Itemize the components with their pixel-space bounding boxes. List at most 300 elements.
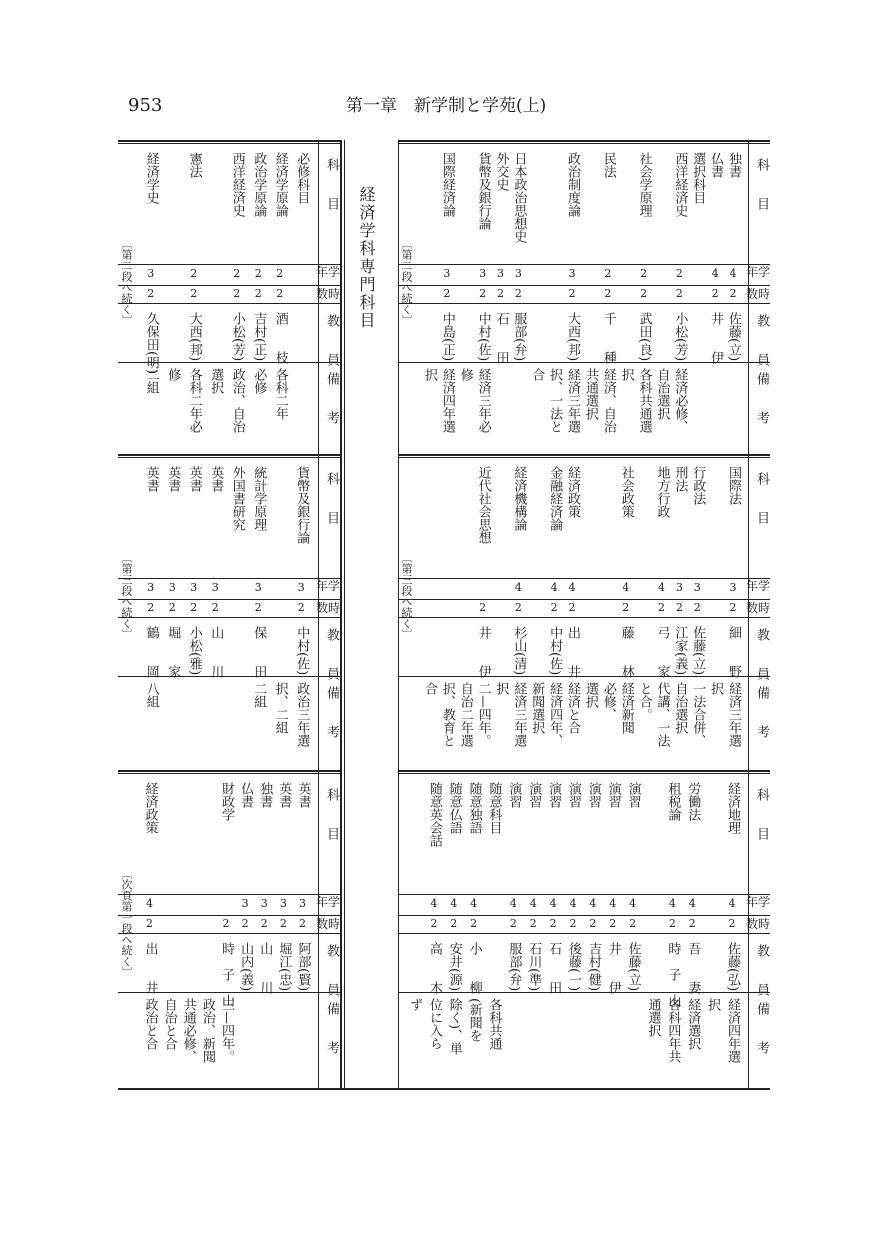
hours-cell: 2 (728, 917, 736, 930)
header-remarks: 備 考 (754, 1002, 769, 1054)
remarks-cell: 経済三年必 (475, 368, 491, 433)
teacher-cell: 後藤(一) (566, 942, 581, 992)
teacher-cell: 吾 妻 (685, 942, 701, 994)
subject-cell: 英書 (143, 466, 159, 492)
hours-cell: 2 (279, 917, 287, 930)
remarks-cell: 政治と合 (142, 998, 158, 1050)
hours-cell: 2 (254, 601, 262, 614)
subject-cell: 外交史 (493, 152, 509, 191)
continues-note: 〔次頁第一段へ続く〕 (120, 868, 133, 978)
hours-cell: 2 (675, 601, 683, 614)
continues-note: 〔第三段へ続く〕 (120, 552, 133, 640)
subject-cell: 社会政策 (618, 466, 634, 518)
teacher-cell: 佐藤(立) (726, 312, 742, 362)
remarks-cell: 共通選択 (582, 368, 598, 420)
year-cell: 4 (658, 581, 665, 594)
header-subject: 科 目 (754, 472, 769, 524)
subject-cell: 刑法 (672, 466, 688, 492)
hours-cell: 2 (529, 917, 537, 930)
year-cell: 2 (604, 267, 612, 280)
subject-cell: 経済学原論 (272, 152, 288, 217)
remarks-cell: 二組 (143, 368, 159, 394)
hours-cell: 2 (568, 601, 576, 614)
header-teacher: 教 員 (754, 944, 769, 996)
row-line (398, 264, 770, 265)
hours-cell: 2 (693, 601, 701, 614)
header-hours: 数時 (746, 287, 771, 301)
teacher-cell: 保 田 (251, 626, 267, 678)
year-cell: 2 (640, 267, 648, 280)
header-hours: 数時 (316, 287, 341, 301)
year-cell: 3 (254, 581, 262, 594)
teacher-cell: 高 木 (426, 942, 442, 994)
year-cell: 4 (146, 897, 154, 910)
header-year: 年学 (746, 579, 771, 593)
row-line (398, 915, 770, 916)
section-title: 経済学科専門科目 (357, 186, 376, 330)
teacher-cell: 小松(雅) (186, 626, 202, 676)
remarks-cell: 経済四年選 (725, 998, 741, 1063)
hours-cell: 2 (658, 601, 665, 614)
page-number: 953 (128, 95, 163, 116)
header-hours: 数時 (316, 917, 341, 931)
teacher-cell: 出 井 (565, 626, 581, 678)
row-line (398, 933, 770, 934)
hours-cell: 2 (549, 917, 557, 930)
subject-cell: 随意仏語 (446, 782, 462, 834)
remarks-cell: 択 (618, 368, 634, 381)
hours-cell: 2 (497, 287, 504, 300)
year-cell: 3 (479, 267, 487, 280)
hours-cell: 2 (450, 917, 458, 930)
year-cell: 3 (497, 267, 504, 280)
subject-cell: 英書 (165, 466, 181, 492)
band-line (398, 457, 770, 458)
subject-cell: 政治学原論 (251, 152, 267, 217)
year-cell: 4 (470, 897, 478, 910)
header-hours: 数時 (746, 601, 771, 615)
teacher-cell: 山 川 (257, 942, 273, 994)
band-line (118, 770, 340, 772)
hours-cell: 2 (711, 287, 719, 300)
remarks-cell: 経済新聞 (618, 682, 634, 734)
remarks-cell: 自治選択 (672, 682, 688, 734)
row-line (398, 894, 770, 895)
remarks-cell: 経済四年、 (547, 682, 563, 747)
year-cell: 3 (190, 581, 198, 594)
teacher-cell: 服部(弁) (511, 312, 527, 362)
subject-cell: 近代社会思想 (475, 466, 491, 544)
year-cell: 3 (241, 897, 249, 910)
band-line (398, 143, 770, 144)
subject-cell: 統計学原理 (251, 466, 267, 531)
subject-cell: 経済政策 (142, 782, 158, 834)
subject-cell: 演習 (526, 782, 542, 808)
teacher-cell: 小松(芳) (229, 312, 245, 362)
row-line (118, 915, 340, 916)
teacher-cell: 中村(佐) (475, 312, 491, 362)
header-remarks: 備 考 (324, 372, 339, 424)
row-line (118, 599, 340, 600)
remarks-cell: 経済、自治 (600, 368, 616, 433)
continues-note: 〔第二段へ続く〕 (400, 238, 413, 326)
teacher-cell: 杉山(清) (511, 626, 527, 676)
teacher-cell: 酒 枝 (272, 312, 288, 364)
remarks-cell: 必修 (251, 368, 267, 394)
remarks-cell: 自治二年選 (457, 682, 473, 747)
year-cell: 4 (550, 581, 558, 594)
teacher-cell: 服部(弁) (506, 942, 522, 992)
teacher-cell: 吉村(健) (585, 942, 601, 992)
year-cell: 3 (147, 581, 155, 594)
teacher-cell: 堀 家 (165, 626, 181, 678)
year-cell: 4 (609, 897, 617, 910)
hours-cell: 2 (430, 917, 438, 930)
teacher-cell: 時 子 山 (219, 942, 234, 1007)
teacher-cell: 阿部(賢) (295, 942, 311, 992)
hours-cell: 2 (146, 917, 154, 930)
subject-cell: 演習 (585, 782, 601, 808)
subject-cell: 経済学史 (143, 152, 159, 204)
row-line (398, 599, 770, 600)
teacher-cell: 武田(良) (636, 312, 652, 362)
teacher-cell: 石 田 (546, 942, 562, 994)
subject-cell: 英書 (276, 782, 292, 808)
year-cell: 4 (450, 897, 458, 910)
header-remarks: 備 考 (324, 1002, 339, 1054)
remarks-cell: 通選択 (645, 998, 661, 1037)
teacher-cell: 石 田 (493, 312, 509, 364)
row-line (118, 578, 340, 579)
year-cell: 4 (589, 897, 597, 910)
header-year: 年学 (746, 265, 771, 279)
remarks-cell: と合。 (636, 682, 652, 721)
header-remarks: 備 考 (754, 686, 769, 738)
subject-cell: 西洋経済史 (229, 152, 245, 217)
remarks-cell: 合 (529, 368, 545, 381)
remarks-cell: 必修、 (600, 682, 616, 721)
teacher-cell: 中島(正) (439, 312, 455, 362)
hours-cell: 2 (668, 917, 676, 930)
remarks-cell: 選択 (208, 368, 224, 394)
remarks-cell: 各科共通 (486, 998, 502, 1050)
year-cell: 3 (693, 581, 701, 594)
year-cell: 3 (729, 581, 737, 594)
outer-rule (340, 140, 342, 1088)
continues-note: 〔第三段へ続く〕 (400, 552, 413, 640)
hours-cell: 2 (147, 601, 155, 614)
row-line (398, 676, 770, 677)
subject-cell: 国際経済論 (439, 152, 455, 217)
row-line (398, 285, 770, 286)
year-cell: 2 (675, 267, 683, 280)
remarks-cell: 修 (165, 368, 181, 381)
subject-cell: 仏書 (238, 782, 254, 808)
hours-cell: 2 (569, 917, 577, 930)
year-cell: 4 (549, 897, 557, 910)
teacher-cell: 吉村(正) (251, 312, 267, 362)
header-teacher: 教 員 (324, 628, 339, 680)
year-cell: 4 (569, 897, 577, 910)
hours-cell: 2 (276, 287, 284, 300)
teacher-cell: 井 伊 (475, 626, 491, 678)
hours-cell: 2 (233, 287, 241, 300)
outer-rule (344, 140, 345, 1088)
hours-cell: 2 (514, 287, 522, 300)
subject-cell: 仏書 (708, 152, 724, 178)
year-cell: 3 (298, 897, 306, 910)
teacher-cell: 千 種 (600, 312, 616, 364)
hours-cell: 2 (622, 601, 630, 614)
row-line (118, 617, 340, 618)
remarks-cell: 政治三年選 (294, 682, 310, 747)
subject-cell: 行政法 (690, 466, 706, 505)
hours-cell: 2 (147, 287, 155, 300)
remarks-cell: 八組 (143, 682, 159, 708)
hours-cell: 2 (470, 917, 478, 930)
teacher-cell: 藤 林 (618, 626, 634, 678)
remarks-cell: 三—四年。 (219, 998, 234, 1063)
year-cell: 4 (711, 267, 719, 280)
year-cell: 3 (147, 267, 155, 280)
subject-cell: 租税論 (665, 782, 681, 821)
subject-cell: 西洋経済史 (672, 152, 688, 217)
remarks-cell: 政治、新聞 (199, 998, 215, 1063)
hours-cell: 2 (550, 601, 558, 614)
teacher-cell: 鶴 岡 (143, 626, 159, 678)
row-line (118, 303, 340, 304)
remarks-cell: 経済三年選 (511, 682, 527, 747)
subject-cell: 演習 (546, 782, 562, 808)
subject-cell: 憲法 (186, 152, 202, 178)
teacher-cell: 山 川 (208, 626, 224, 678)
hours-cell: 2 (254, 287, 262, 300)
remarks-cell: 新聞選択 (529, 682, 545, 734)
teacher-cell: 大西(邦) (186, 312, 202, 362)
year-cell: 4 (668, 897, 676, 910)
subject-cell: 英書 (186, 466, 202, 492)
year-cell: 3 (211, 581, 219, 594)
remarks-cell: 自治と合 (161, 998, 177, 1050)
remarks-cell: 択 (493, 682, 509, 695)
subject-cell: 必修科目 (294, 152, 310, 204)
teacher-cell: 江家(義) (672, 626, 688, 676)
subject-cell: 随意科目 (486, 782, 502, 834)
remarks-cell: 経済三年選 (565, 368, 581, 433)
subject-cell: 経済政策 (565, 466, 581, 518)
teacher-cell: 佐藤(立) (690, 626, 706, 676)
teacher-cell: 大西(邦) (565, 312, 581, 362)
year-cell: 3 (514, 267, 522, 280)
subject-cell: 貨幣及銀行論 (294, 466, 310, 544)
hours-cell: 2 (729, 601, 737, 614)
hours-cell: 2 (589, 917, 597, 930)
remarks-cell: 位に入ら (426, 998, 442, 1050)
hours-cell: 2 (260, 917, 268, 930)
band-line (118, 140, 340, 142)
remarks-cell: 共通必修、 (180, 998, 196, 1063)
row-line (118, 894, 340, 895)
band-line (398, 140, 770, 142)
hours-cell: 2 (629, 917, 637, 930)
remarks-cell: 代講、一法 (654, 682, 670, 747)
subject-cell: 英書 (208, 466, 224, 492)
band-line (118, 143, 340, 144)
subject-cell: 地方行政 (654, 466, 670, 518)
continues-note: 〔第二段へ続く〕 (120, 238, 133, 326)
row-line (398, 992, 770, 993)
hours-cell: 2 (211, 601, 219, 614)
remarks-cell: 択、二組 (272, 682, 288, 734)
remarks-cell: 経済必修、 (672, 368, 688, 433)
subject-cell: 労働法 (685, 782, 701, 821)
row-line (118, 933, 340, 934)
teacher-cell: 細 野 (726, 626, 742, 678)
year-cell: 3 (279, 897, 287, 910)
header-hours: 数時 (746, 917, 771, 931)
year-cell: 4 (728, 897, 736, 910)
hours-cell: 2 (514, 601, 522, 614)
remarks-cell: 経済三年選 (726, 682, 742, 747)
subject-cell: 演習 (625, 782, 641, 808)
remarks-cell: (新聞を (466, 998, 482, 1043)
subject-cell: 経済地理 (725, 782, 741, 834)
subject-cell: 民法 (600, 152, 616, 178)
band-line (118, 454, 340, 456)
bottom-rule (118, 1088, 770, 1090)
hours-cell: 2 (168, 601, 176, 614)
remarks-cell: 択、一法と (547, 368, 563, 433)
header-subject: 科 目 (754, 158, 769, 210)
row-line (398, 303, 770, 304)
teacher-cell: 佐藤(弘) (725, 942, 741, 992)
year-cell: 3 (568, 267, 576, 280)
remarks-cell: 各科共通選 (636, 368, 652, 433)
remarks-cell: 二組 (251, 682, 267, 708)
band-line (398, 773, 770, 774)
year-cell: 3 (297, 581, 305, 594)
teacher-cell: 弓 家 (654, 626, 670, 678)
header-subject: 科 目 (754, 788, 769, 840)
subject-cell: 外国書研究 (229, 466, 245, 531)
remarks-cell: 択 (708, 682, 724, 695)
row-line (118, 264, 340, 265)
hours-cell: 2 (688, 917, 696, 930)
hours-cell: 2 (568, 287, 576, 300)
subject-cell: 選択科目 (690, 152, 706, 204)
subject-cell: 貨幣及銀行論 (475, 152, 491, 230)
year-cell: 3 (168, 581, 176, 594)
year-cell: 3 (260, 897, 268, 910)
teacher-cell: 佐藤(立) (625, 942, 641, 992)
subject-cell: 日本政治思想史 (511, 152, 527, 243)
year-cell: 4 (430, 897, 438, 910)
year-cell: 2 (233, 267, 241, 280)
remarks-cell: 各科二年必 (186, 368, 202, 433)
remarks-cell: 除く)、単 (446, 998, 462, 1056)
hours-cell: 2 (640, 287, 648, 300)
header-year: 年学 (316, 265, 341, 279)
header-subject: 科 目 (324, 158, 339, 210)
teacher-cell: 中村(佐) (547, 626, 563, 676)
teacher-cell: 井 伊 (708, 312, 724, 364)
remarks-cell: 経済四年選 (439, 368, 455, 433)
remarks-cell: 択、教育と (439, 682, 455, 747)
teacher-cell: 中村(佐) (294, 626, 310, 676)
remarks-cell: 択 (705, 998, 721, 1011)
header-teacher: 教 員 (754, 314, 769, 366)
year-cell: 2 (254, 267, 262, 280)
teacher-cell: 山内(義) (238, 942, 254, 992)
header-teacher: 教 員 (324, 944, 339, 996)
header-year: 年学 (316, 579, 341, 593)
band-line (398, 454, 770, 456)
header-teacher: 教 員 (324, 314, 339, 366)
hours-cell: 2 (609, 917, 617, 930)
row-line (398, 578, 770, 579)
year-cell: 4 (729, 267, 737, 280)
header-subject: 科 目 (324, 788, 339, 840)
subject-cell: 独書 (257, 782, 273, 808)
year-cell: 3 (675, 581, 683, 594)
year-cell: 4 (568, 581, 576, 594)
remarks-cell: 自治選択 (654, 368, 670, 420)
year-cell: 2 (276, 267, 284, 280)
subject-cell: 経済機構論 (511, 466, 527, 531)
hours-cell: 2 (729, 287, 737, 300)
hours-cell: 2 (190, 287, 198, 300)
year-cell: 3 (443, 267, 451, 280)
subject-cell: 財政学 (219, 782, 234, 821)
band-line (398, 770, 770, 772)
teacher-cell: 久保田(明) (143, 312, 159, 375)
teacher-cell: 石川(準) (526, 942, 542, 992)
teacher-cell: 時 子 山 (665, 942, 681, 1007)
teacher-cell: 堀江(忠) (276, 942, 292, 992)
hours-cell: 2 (675, 287, 683, 300)
teacher-cell: 小 柳 (466, 942, 482, 994)
subject-cell: 独書 (726, 152, 742, 178)
subject-cell: 英書 (295, 782, 311, 808)
subject-cell: 演習 (605, 782, 621, 808)
remarks-cell: 政治、自治 (229, 368, 245, 433)
row-line (398, 617, 770, 618)
year-cell: 4 (629, 897, 637, 910)
hours-cell: 2 (297, 601, 305, 614)
band-line (118, 773, 340, 774)
header-teacher: 教 員 (754, 628, 769, 680)
remarks-cell: 一法合併、 (690, 682, 706, 747)
remarks-cell: ず (406, 998, 422, 1011)
subject-cell: 随意英会話 (426, 782, 442, 847)
remarks-cell: 経済と合 (565, 682, 581, 734)
year-cell: 2 (190, 267, 198, 280)
remarks-cell: 修 (457, 368, 473, 381)
header-year: 年学 (746, 895, 771, 909)
year-cell: 4 (622, 581, 630, 594)
hours-cell: 2 (479, 287, 487, 300)
header-year: 年学 (316, 895, 341, 909)
subject-cell: 随意独語 (466, 782, 482, 834)
remarks-cell: 経済選択 (685, 998, 701, 1050)
chapter-title: 第一章 新学制と学苑(上) (346, 96, 547, 116)
teacher-cell: 小松(芳) (672, 312, 688, 362)
header-remarks: 備 考 (754, 372, 769, 424)
row-line (118, 285, 340, 286)
hours-cell: 2 (479, 601, 487, 614)
remarks-cell: 各科二年 (272, 368, 288, 420)
teacher-cell: 出 井 (142, 942, 158, 994)
